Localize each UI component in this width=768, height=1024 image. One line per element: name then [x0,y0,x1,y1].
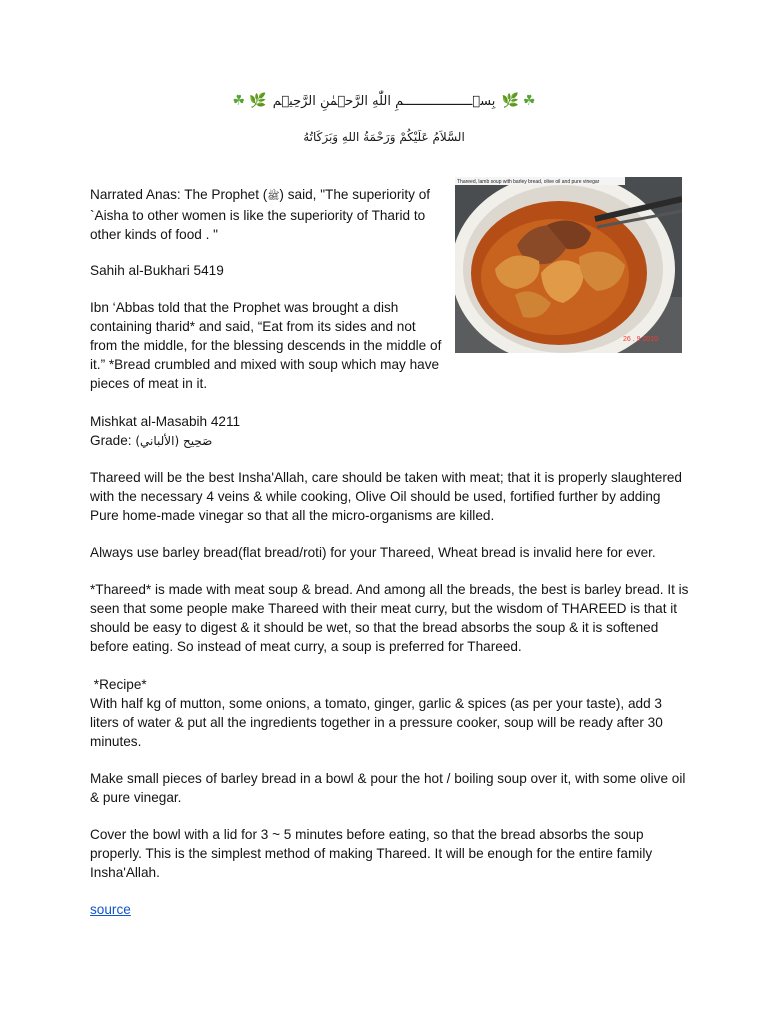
source-link-container [90,900,690,919]
thareed-photo [455,177,682,353]
paragraph-barley-bread: Always use barley bread(flat bread/roti) for your Thareed, Wheat bread is invalid here for ever. [90,545,656,560]
hadith-anas-reference: Sahih al-Bukhari 5419 [90,263,224,278]
paragraph-recipe-bread: Make small pieces of barley bread in a bowl & pour the hot / boiling soup over it, with some olive oil & pure vinegar. [90,771,686,805]
honorific-symbol: ﷺ [267,191,280,202]
paragraph-meat-care: Thareed will be the best Insha'Allah, care should be taken with meat; that it is properly slaughtered with the necessary 4 veins & while cooking, Olive Oil should be used, fortified further by adding Pure home-made vinegar so that all the micro-organisms are killed. [90,470,682,523]
paragraph-recipe-soup: With half kg of mutton, some onions, a tomato, ginger, garlic & spices (as per your taste), add 3 liters of water & put all the ingredients together in a pressure cooker, soup will be ready after 30 minutes. [90,696,663,749]
paragraph-thareed-wisdom: *Thareed* is made with meat soup & bread. And among all the breads, the best is barley bread. It is seen that some people make Thareed with their meat curry, but the wisdom of THAREED is that it should be easy to digest & it should be wet, so that the bread absorbs the soup & it is softened before eating. So instead of meat curry, a soup is preferred for Thareed. [90,582,689,654]
grade-label: Grade: [90,433,136,448]
bismillah-header [0,90,768,113]
clover-icon: ☘ [522,93,536,109]
hadith-anas-text [90,185,442,244]
hadith-ibn-abbas-reference: Mishkat al-Masabih 4211 [90,414,241,429]
source-link[interactable]: source [90,902,131,917]
hadith-grade [90,431,442,451]
salam-greeting: السَّلاَمُ عَلَيْكُمْ وَرَحْمَةُ اللهِ وَبَرَكَاتُهُ [303,130,465,144]
hadith-anas-intro: Narrated Anas: The Prophet ( [90,187,268,202]
recipe-heading: *Recipe* [90,677,147,692]
clover-icon: ☘ [232,93,246,109]
photo-caption: Thareed, lamb soup with barley bread, olive oil and pure vinegar [457,179,600,185]
thareed-bowl-illustration [455,177,682,353]
photo-date-stamp: 26 . 9 2010 [623,336,659,343]
leaf-icon: 🌿 [501,93,519,109]
hadith-ibn-abbas: Ibn ‘Abbas told that the Prophet was brought a dish containing tharid* and said, “Eat from its sides and not from the middle, for the blessing descends in the middle of it.” *Bread crumbled and mixed with soup which may have pieces of meat in it. [90,300,442,391]
grade-value: (صَحِيح (الألباني [135,434,213,448]
hadith-anas-quote: ) said, "The superiority of `Aisha to other women is like the superiority of Tharid to other kinds of food . " [90,187,431,242]
hadith-anas [90,185,442,244]
bismillah-text: بِسۡــــــــــــــــــمِ اللّٰهِ الرَّحۡمٰنِ الرَّحِيۡم [272,94,496,109]
paragraph-recipe-cover: Cover the bowl with a lid for 3 ~ 5 minutes before eating, so that the bread absorbs the soup properly. This is the simplest method of making Thareed. It will be enough for the entire family Insha'Allah. [90,827,653,880]
leaf-icon: 🌿 [249,93,267,109]
